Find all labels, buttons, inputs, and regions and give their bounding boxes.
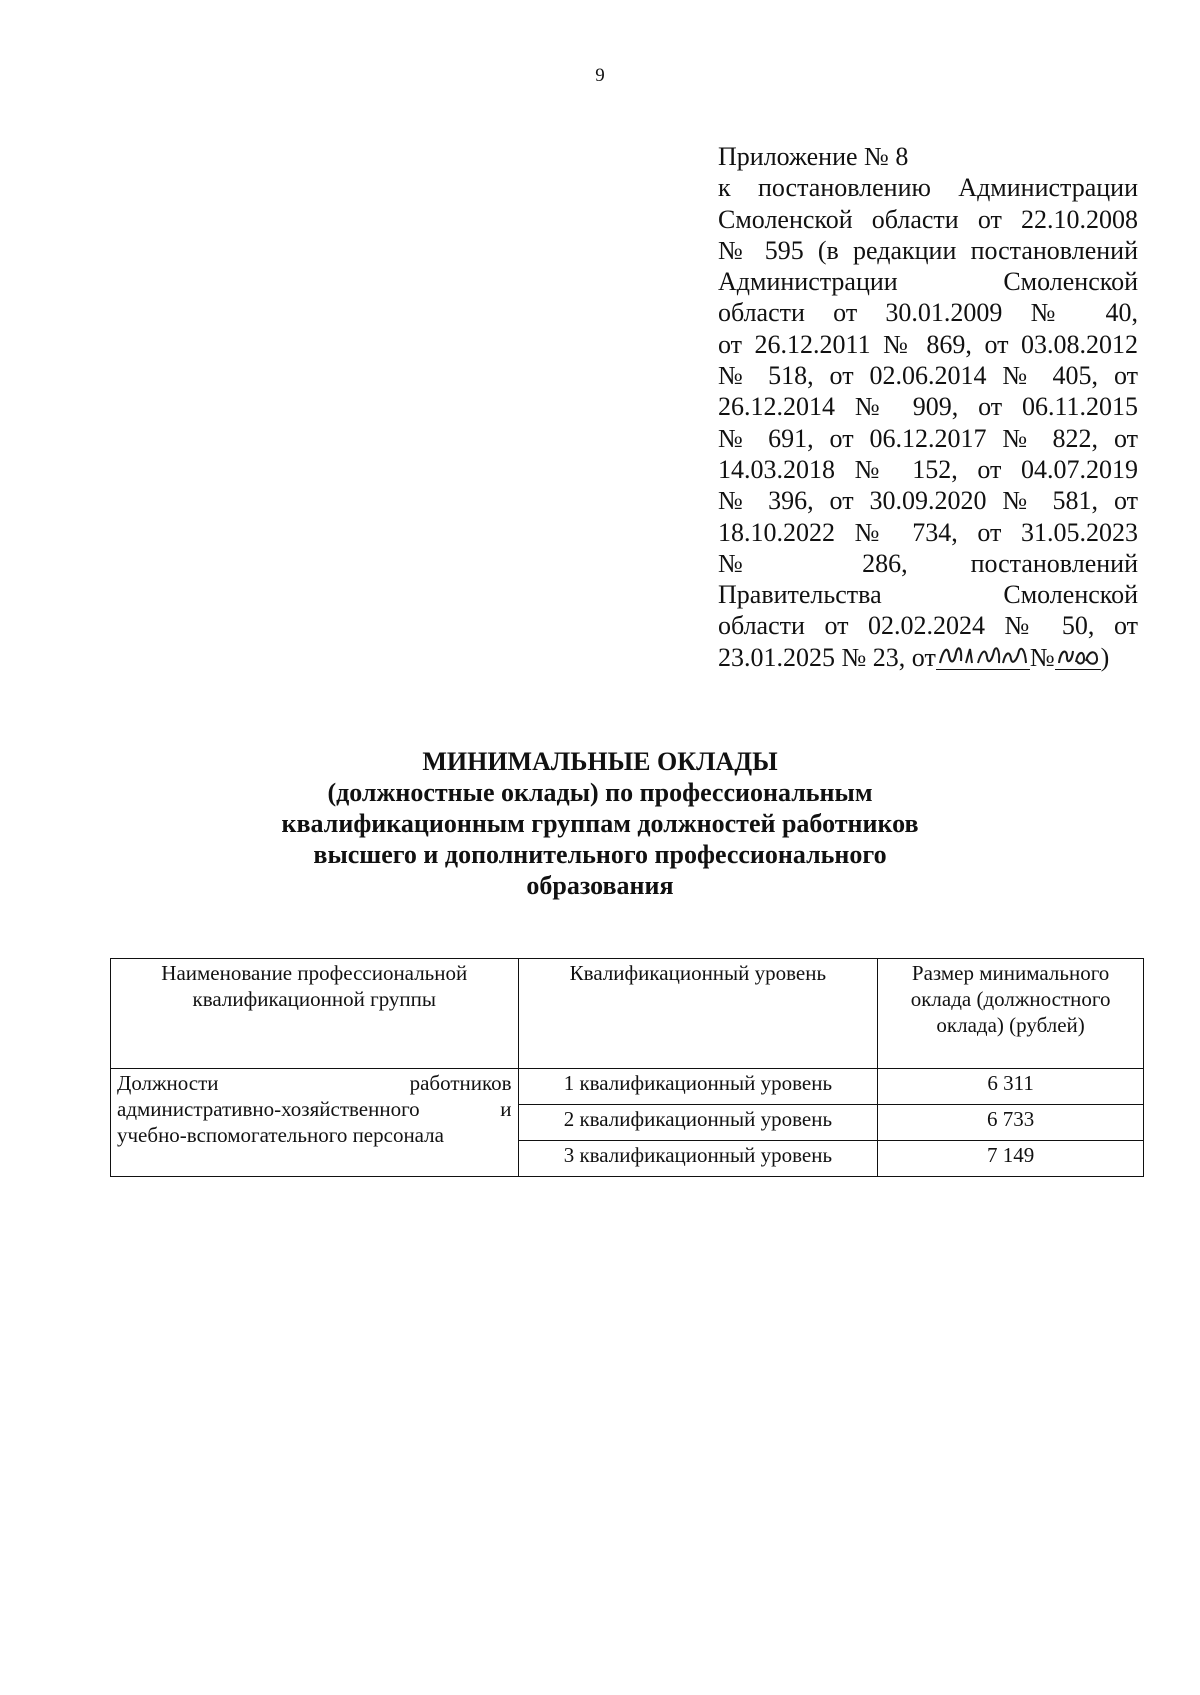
appendix-last-line-prefix: 23.01.2025 № 23, от	[718, 642, 936, 672]
group-name-cell	[111, 1069, 519, 1177]
appendix-line: от 26.12.2011 № 869, от 03.08.2012	[718, 329, 1138, 359]
level-cell: 3 квалификационный уровень	[518, 1141, 878, 1177]
document-heading	[0, 746, 1200, 901]
salary-cell: 6 733	[878, 1105, 1144, 1141]
minimum-salary-table	[110, 958, 1144, 1177]
appendix-line: № 518, от 02.06.2014 № 405, от	[718, 361, 1138, 391]
group-name-line: административно-хозяйственного и	[117, 1097, 512, 1121]
group-name-line: учебно-вспомогательного персонала	[117, 1123, 444, 1147]
page-number: 9	[595, 65, 605, 86]
appendix-line: области от 02.02.2024 № 50, от	[718, 611, 1138, 641]
salary-cell: 6 311	[878, 1069, 1144, 1105]
appendix-line: № 396, от 30.09.2020 № 581, от	[718, 486, 1138, 516]
heading-line: (должностные оклады) по профессиональным	[327, 778, 873, 807]
handwritten-date-signature	[936, 645, 1030, 670]
appendix-last-line	[718, 642, 1138, 673]
level-cell: 1 квалификационный уровень	[518, 1069, 878, 1105]
appendix-line: 14.03.2018 № 152, от 04.07.2019	[718, 454, 1138, 484]
appendix-title: Приложение № 8	[718, 142, 909, 171]
appendix-line: 18.10.2022 № 734, от 31.05.2023	[718, 517, 1138, 547]
column-header-salary: Размер минимального оклада (должностного оклада) (рублей)	[878, 959, 1144, 1069]
appendix-line: Смоленской области от 22.10.2008	[718, 204, 1138, 234]
appendix-line: № 691, от 06.12.2017 № 822, от	[718, 423, 1138, 453]
handwritten-number-signature	[1055, 645, 1101, 670]
appendix-line: № 595 (в редакции постановлений	[718, 235, 1138, 265]
heading-line: высшего и дополнительного профессионального	[313, 840, 887, 869]
heading-line: образования	[526, 871, 674, 900]
appendix-line: № 286, постановлений	[718, 548, 1138, 578]
column-header-level: Квалификационный уровень	[518, 959, 878, 1069]
group-name-line: Должности работников	[117, 1071, 512, 1095]
column-header-group: Наименование профессиональной квалификационной группы	[111, 959, 519, 1069]
table-header-row	[111, 959, 1144, 1069]
appendix-reference-block	[718, 141, 1138, 673]
level-cell: 2 квалификационный уровень	[518, 1105, 878, 1141]
appendix-line: к постановлению Администрации	[718, 173, 1138, 203]
appendix-line: 26.12.2014 № 909, от 06.11.2015	[718, 392, 1138, 422]
appendix-line: области от 30.01.2009 № 40,	[718, 298, 1138, 328]
salary-cell: 7 149	[878, 1141, 1144, 1177]
appendix-last-line-suffix: )	[1100, 642, 1110, 672]
appendix-line: Администрации Смоленской	[718, 267, 1138, 297]
table-row	[111, 1069, 1144, 1105]
heading-line: квалификационным группам должностей работников	[281, 809, 919, 838]
appendix-line: Правительства Смоленской	[718, 580, 1138, 610]
heading-line: МИНИМАЛЬНЫЕ ОКЛАДЫ	[422, 747, 778, 776]
appendix-last-line-number-sign: №	[1029, 642, 1055, 672]
